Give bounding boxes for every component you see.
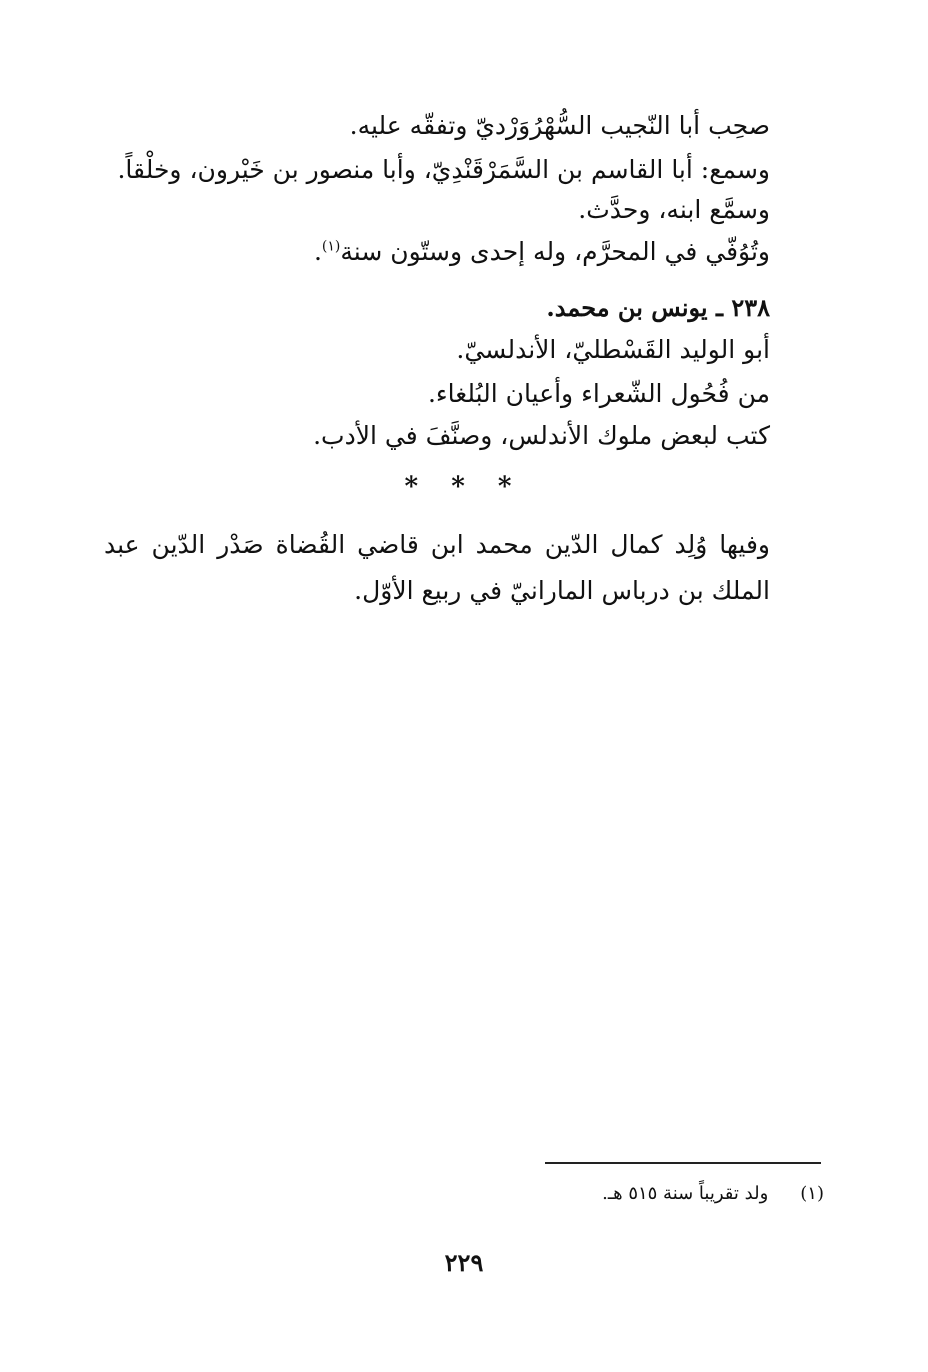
footnote-text: ولد تقريباً سنة ٥١٥ هـ. (602, 1183, 769, 1204)
section-separator: * * * (404, 472, 524, 502)
birth-paragraph: وفيها وُلِد كمال الدّين محمد ابن قاضي القُضاة صَدْر الدّين عبد الملك بن درباس المارانيّ في ربيع الأوّل. (104, 530, 770, 605)
text-line-1: صحِب أبا النّجيب السُّهْرُوَرْديّ وتفقّه عليه. (349, 111, 770, 140)
footnote (602, 1180, 824, 1208)
page-number: ٢٢٩ (444, 1248, 484, 1277)
text-line-6: أبو الوليد القَسْطليّ، الأندلسيّ. (456, 335, 770, 364)
entry-heading: ٢٣٨ ـ يونس بن محمد. (546, 293, 770, 322)
text-line-4 (314, 234, 770, 270)
footnote-rule (545, 1162, 821, 1164)
text-line-7: من فُحُول الشّعراء وأعيان البُلغاء. (427, 379, 770, 408)
footnote-reference: (١) (321, 238, 341, 255)
footnote-number: (١) (800, 1183, 824, 1204)
text-line-3: وسمَّع ابنه، وحدَّث. (578, 195, 770, 224)
text-line-4-end: . (313, 237, 322, 266)
text-line-4-content: وتُوُفّي في المحرَّم، وله إحدى وستّون سنة (340, 237, 770, 266)
text-line-2: وسمع: أبا القاسم بن السَّمَرْقَنْدِيّ، وأبا منصور بن خَيْرون، وخلْقاً. (117, 155, 770, 184)
text-line-8: كتب لبعض ملوك الأندلس، وصنَّفَ في الأدب. (313, 421, 770, 450)
